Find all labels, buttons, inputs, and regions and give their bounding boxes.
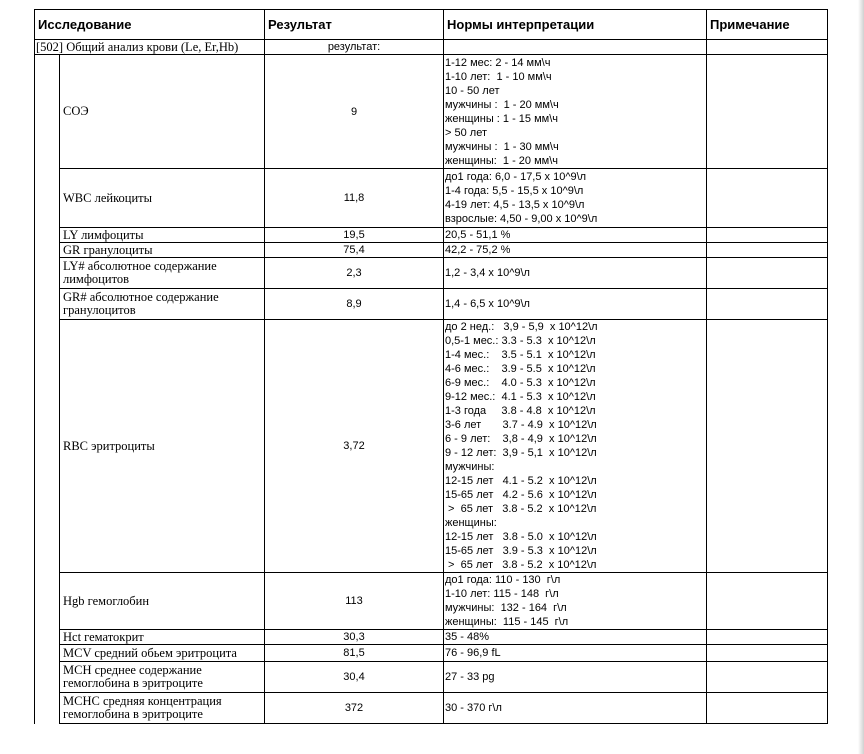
- norm-line: 10 - 50 лет: [445, 84, 500, 97]
- indent-cell: [35, 228, 60, 243]
- norm-line: 1-3 года 3.8 - 4.8 x 10^12\л: [445, 405, 596, 417]
- indent-cell: [35, 645, 60, 662]
- norm-line: мужчины : 1 - 30 мм\ч: [445, 140, 559, 153]
- norm-line: 15-65 лет 4.2 - 5.6 x 10^12\л: [445, 489, 597, 501]
- test-norms: [444, 169, 707, 228]
- norm-line: 9-12 мес.: 4.1 - 5.3 x 10^12\л: [445, 391, 596, 403]
- norm-line: мужчины: 132 - 164 г\л: [445, 602, 567, 614]
- norm-line: 1-4 года: 5,5 - 15,5 x 10^9\л: [445, 185, 584, 197]
- test-note: [707, 55, 828, 169]
- test-note: [707, 693, 828, 724]
- table-row: [35, 662, 828, 693]
- indent-cell: [35, 320, 60, 573]
- table-row: [35, 573, 828, 630]
- table-row: [35, 228, 828, 243]
- page-edge-shadow: [858, 0, 864, 754]
- table-row: [35, 693, 828, 724]
- test-norms: [444, 55, 707, 169]
- test-name: СОЭ: [60, 55, 265, 169]
- lab-results-table: [34, 9, 828, 724]
- norm-line: до1 года: 110 - 130 г\л: [445, 574, 561, 586]
- indent-cell: [35, 630, 60, 645]
- norm-line: 35 - 48%: [445, 631, 490, 643]
- test-result: 113: [265, 573, 444, 630]
- panel-row: [35, 40, 828, 55]
- test-name: Hct гематокрит: [60, 630, 265, 645]
- test-note: [707, 573, 828, 630]
- table-row: [35, 243, 828, 258]
- table-row: [35, 289, 828, 320]
- norm-line: 1-10 лет: 1 - 10 мм\ч: [445, 70, 552, 83]
- test-note: [707, 662, 828, 693]
- indent-cell: [35, 258, 60, 289]
- norm-line: > 50 лет: [445, 126, 487, 139]
- norm-line: 42,2 - 75,2 %: [445, 244, 511, 256]
- test-name: Hgb гемоглобин: [60, 573, 265, 630]
- header-test: Исследование: [35, 10, 265, 40]
- indent-cell: [35, 573, 60, 630]
- norm-line: 4-19 лет: 4,5 - 13,5 x 10^9\л: [445, 199, 585, 211]
- test-result: 30,4: [265, 662, 444, 693]
- norm-line: 30 - 370 г\л: [445, 702, 502, 714]
- test-name: WBC лейкоциты: [60, 169, 265, 228]
- test-note: [707, 645, 828, 662]
- indent-cell: [35, 693, 60, 724]
- header-result: Результат: [265, 10, 444, 40]
- norm-line: 6-9 мес.: 4.0 - 5.3 x 10^12\л: [445, 377, 596, 389]
- test-norms: [444, 320, 707, 573]
- test-name: MCHC средняя концентрация гемоглобина в эритроците: [60, 693, 265, 724]
- norm-line: > 65 лет 3.8 - 5.2 x 10^12\л: [445, 559, 597, 571]
- indent-cell: [35, 289, 60, 320]
- test-name: LY# абсолютное содержание лимфоцитов: [60, 258, 265, 289]
- indent-cell: [35, 662, 60, 693]
- norm-line: 4-6 мес.: 3.9 - 5.5 x 10^12\л: [445, 363, 596, 375]
- norm-line: 15-65 лет 3.9 - 5.3 x 10^12\л: [445, 545, 597, 557]
- norm-line: женщины : 1 - 15 мм\ч: [445, 112, 558, 125]
- norm-line: 12-15 лет 4.1 - 5.2 x 10^12\л: [445, 475, 597, 487]
- norm-line: 1-4 мес.: 3.5 - 5.1 x 10^12\л: [445, 349, 596, 361]
- norm-line: взрослые: 4,50 - 9,00 x 10^9\л: [445, 213, 598, 225]
- table-row: [35, 320, 828, 573]
- norm-line: женщины:: [445, 517, 497, 529]
- test-note: [707, 243, 828, 258]
- norm-line: мужчины:: [445, 461, 495, 473]
- norm-line: 27 - 33 pg: [445, 671, 495, 683]
- indent-cell: [35, 55, 60, 169]
- test-norms: [444, 573, 707, 630]
- norm-line: до 2 нед.: 3,9 - 5,9 x 10^12\л: [445, 321, 598, 333]
- norm-line: мужчины : 1 - 20 мм\ч: [445, 98, 559, 111]
- test-result: 30,3: [265, 630, 444, 645]
- panel-note-empty: [707, 40, 828, 55]
- test-result: 11,8: [265, 169, 444, 228]
- test-note: [707, 630, 828, 645]
- norm-line: 1-10 лет: 115 - 148 г\л: [445, 588, 559, 600]
- test-name: GR# абсолютное содержание гранулоцитов: [60, 289, 265, 320]
- test-norms: [444, 693, 707, 724]
- norm-line: 1-12 мес: 2 - 14 мм\ч: [445, 56, 551, 69]
- test-result: 19,5: [265, 228, 444, 243]
- table-header-row: [35, 10, 828, 40]
- norm-line: 20,5 - 51,1 %: [445, 229, 511, 241]
- test-norms: [444, 258, 707, 289]
- table-row: [35, 258, 828, 289]
- test-note: [707, 320, 828, 573]
- norm-line: 0,5-1 мес.: 3.3 - 5.3 x 10^12\л: [445, 335, 596, 347]
- table-row: [35, 645, 828, 662]
- norm-line: женщины: 1 - 20 мм\ч: [445, 154, 558, 167]
- norm-line: > 65 лет 3.8 - 5.2 x 10^12\л: [445, 503, 597, 515]
- test-norms: [444, 645, 707, 662]
- test-result: 81,5: [265, 645, 444, 662]
- test-name: LY лимфоциты: [60, 228, 265, 243]
- test-note: [707, 228, 828, 243]
- norm-line: 6 - 9 лет: 3,8 - 4,9 x 10^12\л: [445, 433, 597, 445]
- test-result: 2,3: [265, 258, 444, 289]
- test-note: [707, 169, 828, 228]
- panel-norms-empty: [444, 40, 707, 55]
- test-result: 8,9: [265, 289, 444, 320]
- norm-line: 76 - 96,9 fL: [445, 647, 501, 659]
- norm-line: 3-6 лет 3.7 - 4.9 x 10^12\л: [445, 419, 597, 431]
- test-note: [707, 289, 828, 320]
- norm-line: 12-15 лет 3.8 - 5.0 x 10^12\л: [445, 531, 597, 543]
- header-note: Примечание: [707, 10, 828, 40]
- test-name: MCV средний обьем эритроцита: [60, 645, 265, 662]
- test-result: 9: [265, 55, 444, 169]
- norm-line: 1,2 - 3,4 x 10^9\л: [445, 267, 530, 279]
- test-norms: [444, 630, 707, 645]
- test-norms: [444, 289, 707, 320]
- test-result: 372: [265, 693, 444, 724]
- norm-line: 1,4 - 6,5 x 10^9\л: [445, 298, 530, 310]
- header-norms: Нормы интерпретации: [444, 10, 707, 40]
- panel-name: [502] Общий анализ крови (Le, Er,Hb): [35, 40, 265, 55]
- test-result: 75,4: [265, 243, 444, 258]
- table-row: [35, 630, 828, 645]
- test-name: RBC эритроциты: [60, 320, 265, 573]
- table-row: [35, 55, 828, 169]
- indent-cell: [35, 169, 60, 228]
- test-norms: [444, 243, 707, 258]
- norm-line: 9 - 12 лет: 3,9 - 5,1 x 10^12\л: [445, 447, 597, 459]
- norm-line: до1 года: 6,0 - 17,5 x 10^9\л: [445, 171, 587, 183]
- norm-line: женщины: 115 - 145 г\л: [445, 616, 569, 628]
- test-note: [707, 258, 828, 289]
- test-name: GR гранулоциты: [60, 243, 265, 258]
- panel-result-label: результат:: [265, 40, 444, 55]
- test-name: MCH среднее содержание гемоглобина в эритроците: [60, 662, 265, 693]
- test-norms: [444, 662, 707, 693]
- indent-cell: [35, 243, 60, 258]
- table-row: [35, 169, 828, 228]
- test-result: 3,72: [265, 320, 444, 573]
- test-norms: [444, 228, 707, 243]
